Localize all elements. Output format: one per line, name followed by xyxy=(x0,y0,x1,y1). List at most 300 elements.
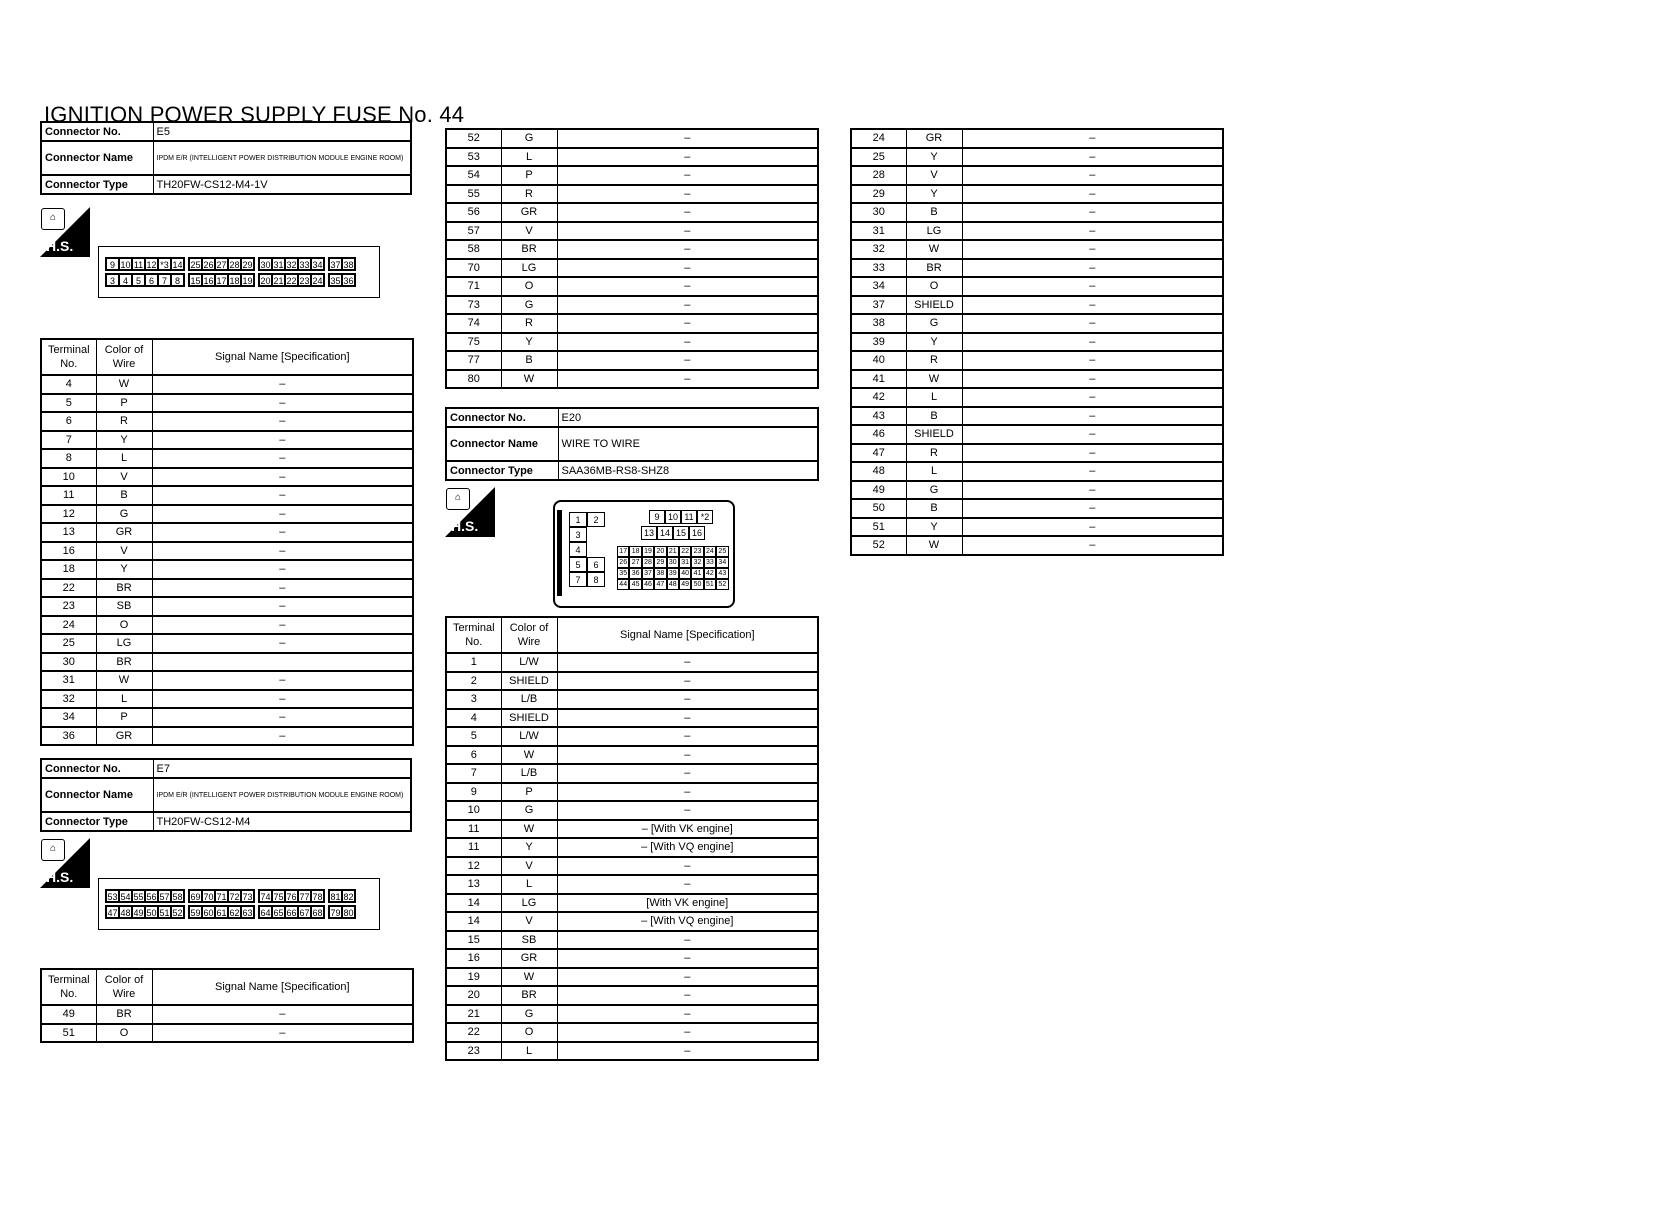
pin-group xyxy=(188,889,255,903)
e20-connector-diagram xyxy=(553,500,735,608)
signal-name-cell: – xyxy=(557,875,818,894)
table-row xyxy=(851,518,1223,537)
terminal-no-cell: 49 xyxy=(41,1005,96,1024)
table-row xyxy=(446,203,818,222)
wire-color-cell: L xyxy=(501,1042,557,1061)
pin-cell: 73 xyxy=(242,892,253,902)
pin-cell: 3 xyxy=(569,527,587,542)
table-row xyxy=(851,388,1223,407)
terminal-no-cell: 4 xyxy=(446,709,501,728)
wire-color-cell: W xyxy=(96,375,152,394)
table-row xyxy=(41,523,413,542)
pin-cell: 13 xyxy=(641,526,657,540)
wire-color-cell: SHIELD xyxy=(906,425,962,444)
table-row xyxy=(446,931,818,950)
pin-group xyxy=(188,905,255,919)
table-row xyxy=(851,203,1223,222)
connector-icon: ⌂ xyxy=(41,839,65,861)
terminal-no-cell: 5 xyxy=(446,727,501,746)
terminal-no-cell: 10 xyxy=(446,801,501,820)
terminal-no-cell: 3 xyxy=(446,690,501,709)
terminal-no-cell: 14 xyxy=(446,912,501,931)
pin-cell: 78 xyxy=(312,892,323,902)
wire-color-cell: G xyxy=(906,314,962,333)
table-row xyxy=(446,986,818,1005)
hs-label: H.S. xyxy=(451,518,479,534)
pin-cell: 9 xyxy=(649,510,665,524)
color-of-wire-header: Color of Wire xyxy=(96,969,152,1005)
connector-type-label: Connector Type xyxy=(41,175,153,194)
table-row xyxy=(446,259,818,278)
pin-group xyxy=(328,905,356,919)
pin-cell: 24 xyxy=(312,276,323,286)
terminal-no-cell: 12 xyxy=(446,857,501,876)
pin-cell: 76 xyxy=(286,892,297,902)
terminal-no-cell: 14 xyxy=(446,894,501,913)
table-row xyxy=(446,370,818,389)
pin-cell: 19 xyxy=(642,546,654,557)
e7-connector-info xyxy=(40,758,412,832)
terminal-no-cell: 43 xyxy=(851,407,906,426)
pin-cell: 64 xyxy=(260,908,271,918)
harness-side-icon xyxy=(40,207,90,257)
pin-cell: 38 xyxy=(654,568,666,579)
signal-name-cell: – xyxy=(557,314,818,333)
table-row xyxy=(851,407,1223,426)
e5-terminal-table xyxy=(40,338,414,746)
wire-color-cell: P xyxy=(96,708,152,727)
pin-cell: 22 xyxy=(286,276,297,286)
signal-name-cell: [With VK engine] xyxy=(557,894,818,913)
wire-color-cell: LG xyxy=(906,222,962,241)
table-row xyxy=(41,412,413,431)
terminal-no-cell: 18 xyxy=(41,560,96,579)
terminal-no-cell: 41 xyxy=(851,370,906,389)
signal-name-cell: – xyxy=(962,518,1223,537)
signal-name-cell: – xyxy=(152,523,413,542)
pin-cell: 32 xyxy=(691,557,703,568)
signal-name-cell: – xyxy=(962,444,1223,463)
signal-name-cell xyxy=(152,653,413,672)
signal-name-cell: – xyxy=(152,449,413,468)
signal-name-cell: – xyxy=(557,296,818,315)
pin-group xyxy=(258,257,325,271)
signal-name-cell: – xyxy=(962,536,1223,555)
pin-cell: 30 xyxy=(260,260,271,270)
signal-name-cell: – xyxy=(152,597,413,616)
wire-color-cell: O xyxy=(906,277,962,296)
table-row xyxy=(41,468,413,487)
terminal-no-cell: 15 xyxy=(446,931,501,950)
terminal-no-cell: 33 xyxy=(851,259,906,278)
table-row xyxy=(446,240,818,259)
wire-color-cell: V xyxy=(501,912,557,931)
pin-cell: 28 xyxy=(229,260,240,270)
pin-group xyxy=(258,273,325,287)
pin-cell: 4 xyxy=(569,542,587,557)
terminal-no-cell: 58 xyxy=(446,240,501,259)
wire-color-cell: LG xyxy=(96,634,152,653)
terminal-no-cell: 51 xyxy=(851,518,906,537)
pin-cell: 48 xyxy=(667,579,679,590)
terminal-no-header: Terminal No. xyxy=(446,617,501,653)
table-row xyxy=(41,616,413,635)
wire-color-cell: LG xyxy=(501,259,557,278)
signal-name-cell: – xyxy=(962,351,1223,370)
wire-color-cell: B xyxy=(906,407,962,426)
table-row xyxy=(41,653,413,672)
table-row xyxy=(851,222,1223,241)
signal-name-cell: – xyxy=(557,727,818,746)
wire-color-cell: B xyxy=(906,203,962,222)
signal-name-cell: – xyxy=(557,746,818,765)
terminal-no-header: Terminal No. xyxy=(41,969,96,1005)
terminal-no-cell: 49 xyxy=(851,481,906,500)
table-row xyxy=(446,351,818,370)
terminal-no-cell: 4 xyxy=(41,375,96,394)
table-row xyxy=(446,1023,818,1042)
pin-cell: 51 xyxy=(159,908,170,918)
wire-color-cell: LG xyxy=(501,894,557,913)
pin-cell: 36 xyxy=(629,568,641,579)
pin-cell: 66 xyxy=(286,908,297,918)
pin-cell: 35 xyxy=(617,568,629,579)
pin-cell: 23 xyxy=(691,546,703,557)
terminal-no-cell: 7 xyxy=(41,431,96,450)
signal-name-cell: – xyxy=(557,129,818,148)
table-row xyxy=(41,486,413,505)
e5-connector-diagram xyxy=(98,246,380,298)
table-row xyxy=(446,1005,818,1024)
table-row xyxy=(851,259,1223,278)
wire-color-cell: L/W xyxy=(501,653,557,672)
terminal-no-cell: 50 xyxy=(851,499,906,518)
signal-name-cell: – xyxy=(962,370,1223,389)
signal-name-cell: – xyxy=(962,499,1223,518)
signal-name-cell: – xyxy=(557,986,818,1005)
wire-color-cell: SB xyxy=(96,597,152,616)
signal-name-cell: – xyxy=(557,203,818,222)
terminal-no-cell: 74 xyxy=(446,314,501,333)
wire-color-cell: G xyxy=(96,505,152,524)
pin-cell: 41 xyxy=(691,568,703,579)
pin-cell: 48 xyxy=(120,908,131,918)
terminal-no-cell: 34 xyxy=(851,277,906,296)
table-row xyxy=(41,1024,413,1043)
wire-color-cell: BR xyxy=(96,653,152,672)
table-row xyxy=(41,690,413,709)
wire-color-cell: R xyxy=(906,351,962,370)
terminal-no-cell: 40 xyxy=(851,351,906,370)
wire-color-cell: O xyxy=(96,616,152,635)
table-row xyxy=(851,314,1223,333)
signal-name-cell: – xyxy=(152,394,413,413)
table-row xyxy=(446,314,818,333)
pin-cell: 2 xyxy=(587,512,605,527)
pin-cell: 40 xyxy=(679,568,691,579)
wire-color-cell: B xyxy=(501,351,557,370)
connector-type-value: SAA36MB-RS8-SHZ8 xyxy=(558,461,818,480)
wire-color-cell: B xyxy=(906,499,962,518)
connector-type-label: Connector Type xyxy=(41,812,153,831)
wire-color-cell: W xyxy=(906,240,962,259)
pin-cell: 46 xyxy=(642,579,654,590)
pin-cell: 55 xyxy=(133,892,144,902)
terminal-no-cell: 53 xyxy=(446,148,501,167)
signal-name-cell: – xyxy=(152,708,413,727)
signal-name-cell: – xyxy=(962,259,1223,278)
pin-cell: 75 xyxy=(273,892,284,902)
pin-cell: 50 xyxy=(691,579,703,590)
signal-name-cell: – xyxy=(962,481,1223,500)
table-row xyxy=(851,462,1223,481)
pin-cell: 27 xyxy=(629,557,641,568)
signal-name-cell: – xyxy=(152,671,413,690)
pin-cell: 67 xyxy=(299,908,310,918)
signal-name-cell: – xyxy=(152,579,413,598)
pin-cell: 18 xyxy=(229,276,240,286)
wire-color-cell: G xyxy=(501,801,557,820)
signal-name-cell: – xyxy=(962,148,1223,167)
wire-color-cell: P xyxy=(96,394,152,413)
terminal-no-cell: 25 xyxy=(851,148,906,167)
wire-color-cell: GR xyxy=(96,727,152,746)
signal-name-cell: – xyxy=(557,222,818,241)
pin-cell: 19 xyxy=(242,276,253,286)
terminal-no-cell: 12 xyxy=(41,505,96,524)
pin-cell: 71 xyxy=(216,892,227,902)
wire-color-cell: L xyxy=(96,690,152,709)
pin-cell: 3 xyxy=(106,274,119,286)
pin-cell: 17 xyxy=(617,546,629,557)
signal-name-cell: – xyxy=(557,259,818,278)
terminal-no-cell: 48 xyxy=(851,462,906,481)
pin-cell: 68 xyxy=(312,908,323,918)
wire-color-cell: R xyxy=(501,185,557,204)
signal-name-cell: – xyxy=(962,296,1223,315)
terminal-no-cell: 52 xyxy=(446,129,501,148)
signal-name-cell: – xyxy=(152,375,413,394)
pin-cell: 57 xyxy=(159,892,170,902)
pin-cell: 11 xyxy=(133,260,144,270)
signal-name-cell: – xyxy=(152,1024,413,1043)
pin-cell: 79 xyxy=(330,908,341,918)
terminal-no-cell: 6 xyxy=(446,746,501,765)
pin-cell: 34 xyxy=(716,557,728,568)
table-row xyxy=(41,579,413,598)
pin-cell: 18 xyxy=(629,546,641,557)
terminal-no-cell: 29 xyxy=(851,185,906,204)
pin-cell: 45 xyxy=(629,579,641,590)
pin-group xyxy=(105,257,185,271)
wire-color-cell: R xyxy=(96,412,152,431)
pin-cell: 6 xyxy=(587,557,605,572)
wire-color-cell: Y xyxy=(906,518,962,537)
wire-color-cell: SHIELD xyxy=(906,296,962,315)
wire-color-cell: W xyxy=(906,536,962,555)
wire-color-cell: BR xyxy=(501,240,557,259)
wire-color-cell: Y xyxy=(906,333,962,352)
pin-cell: 35 xyxy=(330,276,341,286)
pin-group xyxy=(188,273,255,287)
signal-name-cell: – xyxy=(962,314,1223,333)
wire-color-cell: W xyxy=(96,671,152,690)
wire-color-cell: W xyxy=(906,370,962,389)
pin-cell: 23 xyxy=(299,276,310,286)
pin-cell: 42 xyxy=(704,568,716,579)
pin-cell: 26 xyxy=(203,260,214,270)
wire-color-cell: BR xyxy=(96,1005,152,1024)
terminal-no-cell: 28 xyxy=(851,166,906,185)
pin-cell: 60 xyxy=(203,908,214,918)
signal-name-cell: – xyxy=(557,1005,818,1024)
pin-cell: 31 xyxy=(679,557,691,568)
connector-type-label: Connector Type xyxy=(446,461,558,480)
pin-cell: 50 xyxy=(146,908,157,918)
connector-no-value: E5 xyxy=(153,122,411,141)
connector-name-value: IPDM E/R (INTELLIGENT POWER DISTRIBUTION MODULE ENGINE ROOM) xyxy=(153,141,411,175)
pin-cell: 56 xyxy=(146,892,157,902)
terminal-no-cell: 23 xyxy=(41,597,96,616)
table-row xyxy=(446,894,818,913)
table-row xyxy=(446,690,818,709)
wire-color-cell: Y xyxy=(501,838,557,857)
signal-name-cell: – xyxy=(152,690,413,709)
signal-name-cell: – xyxy=(557,931,818,950)
pin-group xyxy=(105,889,185,903)
terminal-no-cell: 73 xyxy=(446,296,501,315)
signal-name-cell: – xyxy=(152,412,413,431)
signal-name-cell: – xyxy=(962,462,1223,481)
pin-cell: 74 xyxy=(260,892,271,902)
pin-cell: 54 xyxy=(120,892,131,902)
color-of-wire-header: Color of Wire xyxy=(501,617,557,653)
pin-cell: 32 xyxy=(286,260,297,270)
pin-cell: 65 xyxy=(273,908,284,918)
pin-cell: 72 xyxy=(229,892,240,902)
pin-group xyxy=(258,889,325,903)
connector-icon: ⌂ xyxy=(446,488,470,510)
pin-cell: 7 xyxy=(158,274,171,286)
connector-type-value: TH20FW-CS12-M4 xyxy=(153,812,411,831)
pin-cell: 51 xyxy=(704,579,716,590)
signal-name-cell: – [With VQ engine] xyxy=(557,912,818,931)
terminal-no-cell: 51 xyxy=(41,1024,96,1043)
pin-cell: 15 xyxy=(190,276,201,286)
pin-cell: 14 xyxy=(657,526,673,540)
e5-connector-info xyxy=(40,121,412,195)
table-row xyxy=(41,671,413,690)
wire-color-cell: Y xyxy=(501,333,557,352)
terminal-no-header: Terminal No. xyxy=(41,339,96,375)
pin-cell: 49 xyxy=(133,908,144,918)
connector-name-label: Connector Name xyxy=(41,141,153,175)
signal-name-cell: – xyxy=(557,672,818,691)
terminal-no-cell: 7 xyxy=(446,764,501,783)
terminal-no-cell: 55 xyxy=(446,185,501,204)
connector-name-value: IPDM E/R (INTELLIGENT POWER DISTRIBUTION MODULE ENGINE ROOM) xyxy=(153,778,411,812)
pin-group xyxy=(328,273,356,287)
connector-name-value: WIRE TO WIRE xyxy=(558,427,818,461)
table-row xyxy=(446,783,818,802)
wire-color-cell: L xyxy=(906,388,962,407)
signal-name-cell: – xyxy=(962,166,1223,185)
terminal-no-cell: 75 xyxy=(446,333,501,352)
wire-color-cell: W xyxy=(501,820,557,839)
pin-cell: 31 xyxy=(273,260,284,270)
table-row xyxy=(446,764,818,783)
pin-cell: 69 xyxy=(190,892,201,902)
signal-name-cell: – xyxy=(962,407,1223,426)
wire-color-cell: GR xyxy=(96,523,152,542)
wire-color-cell: G xyxy=(501,129,557,148)
harness-side-icon xyxy=(40,838,90,888)
table-row xyxy=(41,597,413,616)
table-row xyxy=(446,949,818,968)
pin-cell: 62 xyxy=(229,908,240,918)
wire-color-cell: GR xyxy=(501,949,557,968)
wire-color-cell: L xyxy=(906,462,962,481)
table-row xyxy=(446,838,818,857)
wire-color-cell: W xyxy=(501,746,557,765)
terminal-no-cell: 47 xyxy=(851,444,906,463)
signal-name-cell: – xyxy=(152,560,413,579)
table-row xyxy=(851,536,1223,555)
signal-name-cell: – xyxy=(557,783,818,802)
signal-name-cell: – xyxy=(557,351,818,370)
table-row xyxy=(41,375,413,394)
pin-cell: 37 xyxy=(330,260,341,270)
pin-cell: 52 xyxy=(716,579,728,590)
signal-name-cell: – xyxy=(962,129,1223,148)
connector-type-value: TH20FW-CS12-M4-1V xyxy=(153,175,411,194)
pin-cell: 16 xyxy=(203,276,214,286)
wire-color-cell: GR xyxy=(501,203,557,222)
pin-cell: 11 xyxy=(681,510,697,524)
signal-name-cell: – xyxy=(962,425,1223,444)
signal-name-cell: – xyxy=(962,333,1223,352)
table-row xyxy=(41,431,413,450)
table-row xyxy=(41,560,413,579)
pin-cell: 33 xyxy=(299,260,310,270)
terminal-no-cell: 10 xyxy=(41,468,96,487)
pin-cell: 15 xyxy=(673,526,689,540)
wire-color-cell: L xyxy=(96,449,152,468)
connector-no-label: Connector No. xyxy=(41,122,153,141)
connector-name-label: Connector Name xyxy=(446,427,558,461)
table-row xyxy=(446,709,818,728)
pin-cell: 34 xyxy=(312,260,323,270)
e7-terminal-table xyxy=(40,968,414,1043)
pin-cell: 37 xyxy=(642,568,654,579)
color-of-wire-header: Color of Wire xyxy=(96,339,152,375)
pin-cell: 81 xyxy=(330,892,341,902)
e7-terminal-table-continued xyxy=(445,128,819,389)
pin-cell: 4 xyxy=(119,274,132,286)
pin-cell: 8 xyxy=(171,274,184,286)
signal-name-cell: – xyxy=(557,277,818,296)
pin-cell: 38 xyxy=(343,260,354,270)
signal-name-cell: – xyxy=(962,185,1223,204)
pin-group xyxy=(105,273,185,287)
signal-name-cell: – xyxy=(152,727,413,746)
table-row xyxy=(446,222,818,241)
terminal-no-cell: 80 xyxy=(446,370,501,389)
pin-cell: 53 xyxy=(107,892,118,902)
pin-cell: 80 xyxy=(343,908,354,918)
pin-cell: 36 xyxy=(343,276,354,286)
wire-color-cell: L xyxy=(501,875,557,894)
